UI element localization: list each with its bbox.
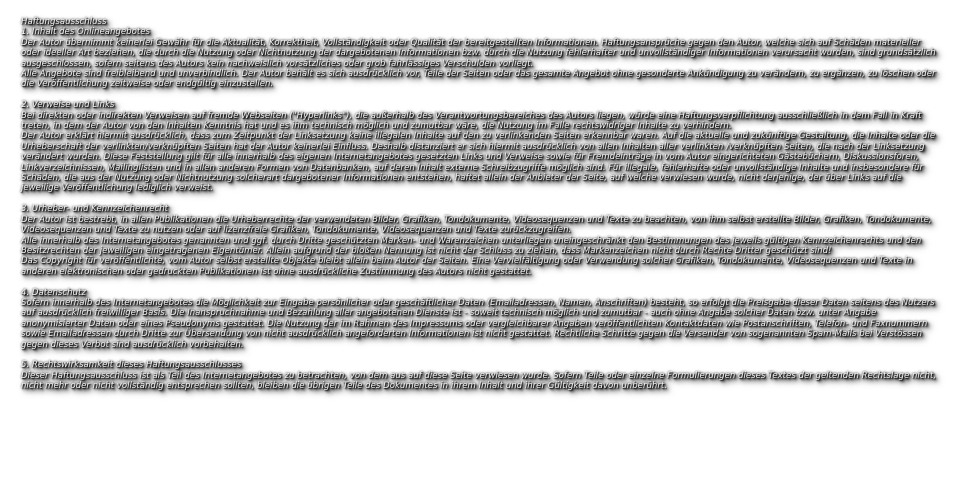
disclaimer-document	[21, 17, 942, 392]
section-paragraph: Bei direkten oder indirekten Verweisen auf fremde Webseiten ("Hyperlinks"), die außerhalb des Verantwortungsbereiches des Autors liegen, würde eine Haftungsverpflichtung ausschließlich in dem Fall in Kraft treten, in dem der Autor von den Inhalten Kenntnis hat und es ihm technisch möglich und zumutbar wäre, die Nutzung im Falle rechtswidriger Inhalte zu verhindern.	[21, 110, 922, 132]
section-heading: 4. Datenschutz	[21, 287, 86, 298]
section-validity	[21, 360, 942, 391]
section-paragraph: Der Autor ist bestrebt, in allen Publikationen die Urheberrechte der verwendeten Bilder, Grafiken, Tondokumente, Videosequenzen und Texte zu beachten, von ihm selbst erstellte Bilder, Grafiken, Tondokumente, Videosequenzen und Texte zu nutzen oder auf lizenzfreie Grafiken, Tondokumente, Videosequenzen und Texte zurückzugreifen.	[21, 214, 932, 236]
section-content	[21, 27, 942, 89]
section-copyright	[21, 204, 942, 277]
section-paragraph: Dieser Haftungsausschluss ist als Teil des Internetangebotes zu betrachten, von dem aus auf diese Seite verwiesen wurde. Sofern Teile oder einzelne Formulierungen dieses Textes der geltenden Rechtslage nicht, nicht mehr oder nicht vollständig entsprechen sollten, bleiben die übrigen Teile des Dokumentes in ihrem Inhalt und ihrer Gültigkeit davon unberührt.	[21, 370, 937, 392]
section-paragraph: Sofern innerhalb des Internetangebotes die Möglichkeit zur Eingabe persönlicher oder geschäftlicher Daten (Emailadressen, Namen, Anschriften) besteht, so erfolgt die Preisgabe dieser Daten seitens des Nutzers auf ausdrücklich freiwilliger Basis. Die Inanspruchnahme und Bezahlung aller angebotenen Dienste ist - soweit technisch möglich und zumutbar - auch ohne Angabe solcher Daten bzw. unter Angabe anonymisierter Daten oder eines Pseudonyms gestattet. Die Nutzung der im Rahmen des Impressums oder vergleichbarer Angaben veröffentlichten Kontaktdaten wie Postanschriften, Telefon- und Faxnummern sowie Emailadressen durch Dritte zur Übersendung von nicht ausdrücklich angeforderten Informationen ist nicht gestattet. Rechtliche Schritte gegen die Versender von sogenannten Spam-Mails bei Verstössen gegen dieses Verbot sind ausdrücklich vorbehalten.	[21, 297, 935, 350]
section-heading: 5. Rechtswirksamkeit dieses Haftungsausschlusses	[21, 360, 242, 371]
document-title: Haftungsausschluss	[21, 17, 107, 27]
section-paragraph: Das Copyright für veröffentlichte, vom Autor selbst erstellte Objekte bleibt allein beim Autor der Seiten. Eine Vervielfältigung oder Verwendung solcher Grafiken, Tondokumente, Videosequenzen und Texte in anderen elektronischen oder gedruckten Publikationen ist ohne ausdrückliche Zustimmung des Autors nicht gestattet.	[21, 256, 913, 277]
section-heading: 2. Verweise und Links	[21, 100, 115, 111]
section-privacy	[21, 288, 942, 350]
section-paragraph: Alle Angebote sind freibleibend und unverbindlich. Der Autor behält es sich ausdrücklich vor, Teile der Seiten oder das gesamte Angebot ohne gesonderte Ankündigung zu verändern, zu ergänzen, zu löschen oder die Veröffentlichung zeitweise oder endgültig einzustellen.	[21, 69, 936, 90]
section-paragraph: Alle innerhalb des Internetangebotes genannten und ggf. durch Dritte geschützten Marken- und Warenzeichen unterliegen uneingeschränkt den Bestimmungen des jeweils gültigen Kennzeichenrechts und den Besitzrechten der jeweiligen eingetragenen Eigentümer. Allein aufgrund der bloßen Nennung ist nicht der Schluss zu ziehen, dass Markenzeichen nicht durch Rechte Dritter geschützt sind!	[21, 235, 922, 256]
section-paragraph: Der Autor übernimmt keinerlei Gewähr für die Aktualität, Korrektheit, Vollständigkeit oder Qualität der bereitgestellten Informationen. Haftungsansprüche gegen den Autor, welche sich auf Schäden materieller oder ideeller Art beziehen, die durch die Nutzung oder Nichtnutzung der dargebotenen Informationen bzw. durch die Nutzung fehlerhafter und unvollständiger Informationen verursacht wurden, sind grundsätzlich ausgeschlossen, sofern seitens des Autors kein nachweislich vorsätzliches oder grob fahrlässiges Verschulden vorliegt.	[21, 37, 936, 69]
section-heading: 1. Inhalt des Onlineangebotes	[21, 27, 150, 38]
section-heading: 3. Urheber- und Kennzeichenrecht	[21, 204, 169, 215]
section-paragraph: Der Autor erklärt hiermit ausdrücklich, dass zum Zeitpunkt der Linksetzung keine illegalen Inhalte auf den zu verlinkenden Seiten erkennbar waren. Auf die aktuelle und zukünftige Gestaltung, die Inhalte oder die Urheberschaft der verlinkten/verknüpften Seiten hat der Autor keinerlei Einfluss. Deshalb distanziert er sich hiermit ausdrücklich von allen Inhalten aller verlinkten /verknüpften Seiten, die nach der Linksetzung verändert wurden. Diese Feststellung gilt für alle innerhalb des eigenen Internetangebotes gesetzten Links und Verweise sowie für Fremdeinträge in vom Autor eingerichteten Gästebüchern, Diskussionsforen, Linkverzeichnissen, Mailinglisten und in allen anderen Formen von Datenbanken, auf deren Inhalt externe Schreibzugriffe möglich sind. Für illegale, fehlerhafte oder unvollständige Inhalte und insbesondere für Schäden, die aus der Nutzung oder Nichtnutzung solcherart dargebotener Informationen entstehen, haftet allein der Anbieter der Seite, auf welche verwiesen wurde, nicht derjenige, der über Links auf die jeweilige Veröffentlichung lediglich verweist.	[21, 131, 936, 194]
section-links	[21, 100, 942, 194]
